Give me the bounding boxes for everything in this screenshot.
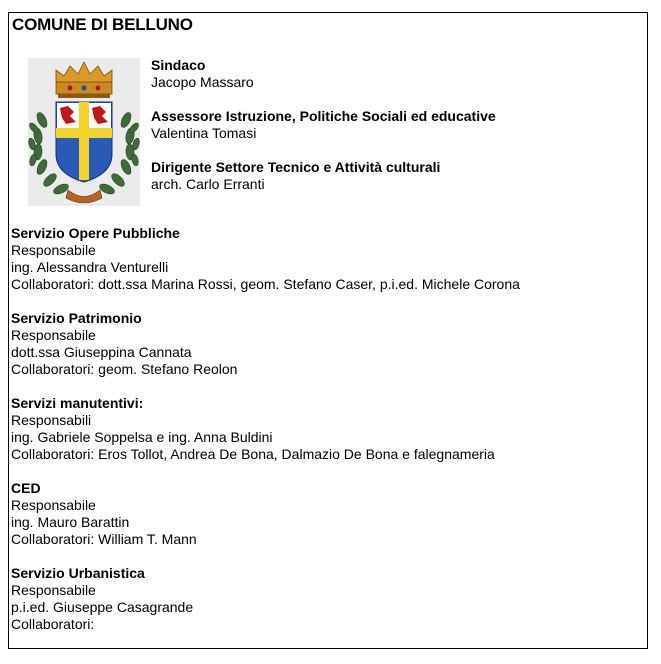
page-title: COMUNE DI BELLUNO: [12, 15, 193, 34]
service-head-label: Responsabile: [11, 327, 96, 343]
service-head-label: Responsabile: [11, 582, 96, 598]
official-role: Dirigente Settore Tecnico e Attività culturali: [151, 159, 441, 175]
service-name: Servizi manutentivi:: [11, 395, 144, 411]
service-head: p.i.ed. Giuseppe Casagrande: [11, 599, 194, 615]
service-ced: [11, 480, 520, 548]
service-head-label: Responsabili: [11, 412, 92, 428]
official-name: Valentina Tomasi: [151, 125, 257, 141]
service-name: Servizio Opere Pubbliche: [11, 225, 180, 241]
document-frame: [8, 12, 648, 649]
service-manutentivi: [11, 395, 520, 463]
service-collaborators: Collaboratori: dott.ssa Marina Rossi, geom. Stefano Caser, p.i.ed. Michele Corona: [11, 276, 520, 292]
service-head: ing. Alessandra Venturelli: [11, 259, 169, 275]
service-head: dott.ssa Giuseppina Cannata: [11, 344, 192, 360]
service-patrimonio: [11, 310, 520, 378]
official-role: Assessore Istruzione, Politiche Sociali ed educative: [151, 108, 496, 124]
service-head-label: Responsabile: [11, 242, 96, 258]
service-collaborators: Collaboratori: geom. Stefano Reolon: [11, 361, 238, 377]
officials-list: [151, 57, 496, 193]
official-director: [151, 159, 496, 193]
service-collaborators: Collaboratori:: [11, 616, 95, 632]
official-mayor: [151, 57, 496, 91]
coat-of-arms-icon: [28, 58, 140, 206]
service-collaborators: Collaboratori: Eros Tollot, Andrea De Bona, Dalmazio De Bona e falegnameria: [11, 446, 495, 462]
official-name: Jacopo Massaro: [151, 74, 254, 90]
service-name: Servizio Urbanistica: [11, 565, 145, 581]
official-councillor: [151, 108, 496, 142]
service-name: CED: [11, 480, 41, 496]
service-urbanistica: [11, 565, 520, 633]
official-name: arch. Carlo Erranti: [151, 176, 265, 192]
service-collaborators: Collaboratori: William T. Mann: [11, 531, 197, 547]
service-head: ing. Mauro Barattin: [11, 514, 130, 530]
service-head: ing. Gabriele Soppelsa e ing. Anna Buldini: [11, 429, 273, 445]
official-role: Sindaco: [151, 57, 206, 73]
services-list: [11, 225, 520, 650]
service-opere-pubbliche: [11, 225, 520, 293]
service-name: Servizio Patrimonio: [11, 310, 142, 326]
service-head-label: Responsabile: [11, 497, 96, 513]
